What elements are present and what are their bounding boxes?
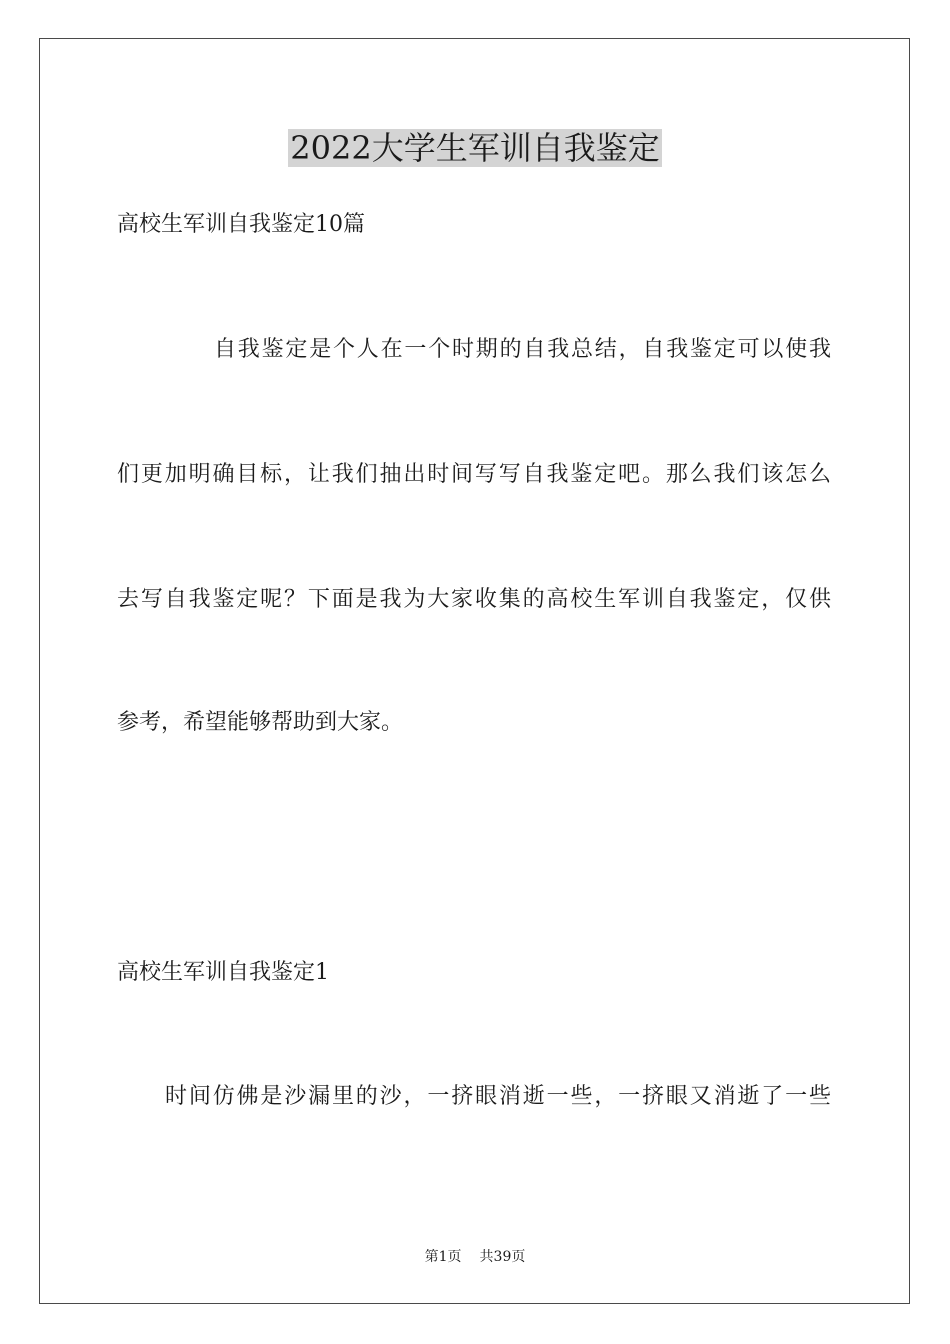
intro-line-4: 参考，希望能够帮助到大家。 [117, 710, 404, 735]
section-heading: 高校生军训自我鉴定1 [117, 960, 329, 985]
title-text: 2022大学生军训自我鉴定 [290, 129, 660, 167]
document-title [0, 126, 950, 170]
subtitle: 高校生军训自我鉴定10篇 [117, 212, 365, 237]
page-number: 第1页 [424, 1249, 462, 1265]
intro-line-1: 自我鉴定是个人在一个时期的自我总结，自我鉴定可以使我 [214, 337, 831, 362]
section-line-1: 时间仿佛是沙漏里的沙，一挤眼消逝一些，一挤眼又消逝了一些 [165, 1084, 831, 1109]
page-footer [0, 1247, 950, 1267]
intro-line-3: 去写自我鉴定呢？下面是我为大家收集的高校生军训自我鉴定，仅供 [117, 587, 831, 612]
intro-line-2: 们更加明确目标，让我们抽出时间写写自我鉴定吧。那么我们该怎么 [117, 462, 831, 487]
page-total: 共39页 [479, 1249, 526, 1265]
